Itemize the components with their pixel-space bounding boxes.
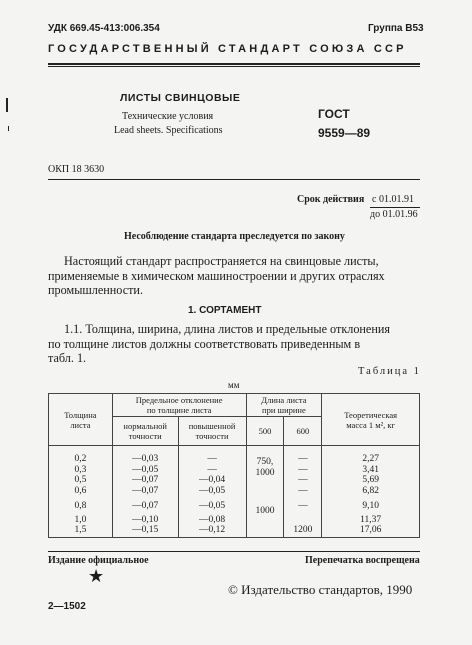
print-code: 2—1502 [48,601,86,612]
section-line: по толщине листов должны соответствовать приведенным в [48,336,361,351]
table-unit: мм [228,380,240,390]
official-edition: Издание официальное [48,555,149,566]
intro-paragraph [48,254,422,298]
margin-mark [8,126,9,131]
column-length-600: — — — — — 1200 [284,446,322,538]
column-mass: 2,27 3,41 5,69 6,82 9,10 11,37 17,06 [322,446,420,538]
validity-from: с 01.01.91 [372,194,414,205]
header-width-600: 600 [284,417,322,446]
english-title: Lead sheets. Specifications [114,125,223,136]
header-thickness: Толщина листа [49,394,113,446]
footer-rule [48,551,420,552]
column-normal-accuracy: —0,03 —0,05 —0,07 —0,07 —0,07 —0,10 —0,15 [112,446,178,538]
intro-line: Настоящий стандарт распространяется на свинцовые листы, [64,254,379,268]
intro-line: применяемые в химическом машиностроении и других отраслях [48,268,385,283]
section-title: 1. СОРТАМЕНТ [188,305,262,316]
gost-label: ГОСТ [318,107,350,121]
header-rule-top [48,63,420,65]
margin-mark [6,98,8,112]
section-line: табл. 1. [48,351,87,365]
intro-line: промышленности. [48,283,144,297]
table-caption: Таблица 1 [358,366,421,377]
document-subtitle: Технические условия [122,111,214,122]
header-rule-bottom [48,66,420,67]
section-paragraph [48,322,422,366]
publisher-copyright: © Издательство стандартов, 1990 [228,582,413,597]
header-increased-accuracy: повышенной точности [178,417,246,446]
header-normal-accuracy: нормальной точности [112,417,178,446]
validity-label: Срок действия [297,194,365,205]
reprint-prohibited: Перепечатка воспрещена [305,555,420,566]
okp-rule [48,179,420,180]
gost-number: 9559—89 [318,126,371,140]
star-icon: ★ [88,566,105,586]
column-increased-accuracy: — — —0,04 —0,05 —0,05 —0,08 —0,12 [178,446,246,538]
udc-code: УДК 669.45-413:006.354 [48,23,160,34]
group-code: Группа В53 [368,23,424,34]
header-tolerance: Предельное отклонение по толщине листа [112,394,246,417]
validity-rule [370,207,420,208]
organization-header: ГОСУДАРСТВЕННЫЙ СТАНДАРТ СОЮЗА ССР [48,43,407,55]
header-width-500: 500 [246,417,284,446]
okp-code: ОКП 18 3630 [48,164,105,175]
header-length: Длина листа при ширине [246,394,322,417]
column-length-500: 750, 1000 1000 [246,446,284,538]
document-title: ЛИСТЫ СВИНЦОВЫЕ [120,92,241,104]
legal-notice: Несоблюдение стандарта преследуется по закону [124,231,345,242]
header-mass: Теоретическая масса 1 м², кг [322,394,420,446]
validity-to: до 01.01.96 [370,209,418,220]
section-line: 1.1. Толщина, ширина, длина листов и предельные отклонения [64,322,390,336]
table-1 [48,393,420,538]
column-thickness: 0,2 0,3 0,5 0,6 0,8 1,0 1,5 [49,446,113,538]
